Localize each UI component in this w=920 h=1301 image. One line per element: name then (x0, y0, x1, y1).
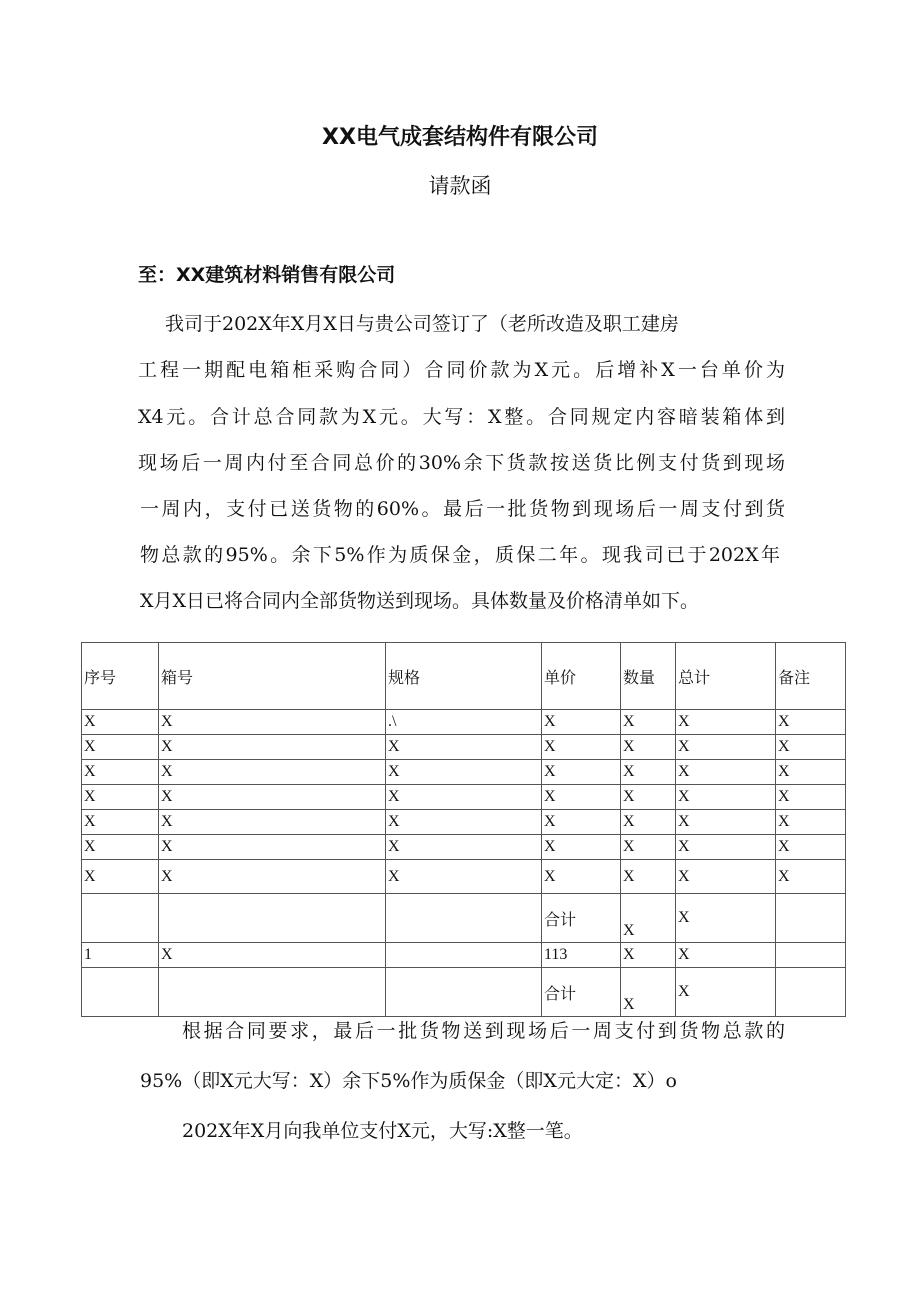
cell: X (82, 835, 159, 860)
cell: X (676, 735, 776, 760)
header-cell: 单价 (542, 643, 621, 710)
cell: X (542, 860, 621, 894)
cell (776, 943, 846, 968)
header-cell: 序号 (82, 643, 159, 710)
cell: X (159, 735, 386, 760)
cell: X (386, 785, 542, 810)
cell: X (676, 943, 776, 968)
cell (386, 968, 542, 1017)
cell: X (159, 760, 386, 785)
cell: X (159, 860, 386, 894)
cell: X (676, 810, 776, 835)
cell: X (159, 785, 386, 810)
cell: X (542, 760, 621, 785)
header-cell: 规格 (386, 643, 542, 710)
cell: X (621, 760, 676, 785)
cell: X (676, 860, 776, 894)
cell: X (159, 835, 386, 860)
cell (82, 968, 159, 1017)
cell: X (621, 894, 676, 943)
cell: X (82, 860, 159, 894)
cell: X (621, 860, 676, 894)
cell: X (776, 860, 846, 894)
footer-line: 202X年X月向我单位支付X元，大写:X整一笔。 (182, 1120, 583, 1142)
cell: X (159, 710, 386, 735)
cell: X (542, 835, 621, 860)
body-line: 我司于202X年X月X日与贵公司签订了（老所改造及职工建房 (165, 313, 679, 335)
cell: X (676, 785, 776, 810)
cell: X (676, 968, 776, 1017)
cell: X (776, 835, 846, 860)
total-row (82, 968, 846, 1017)
header-cell: 备注 (776, 643, 846, 710)
subtotal-label: 合计 (542, 894, 621, 943)
cell (386, 943, 542, 968)
cell: X (676, 710, 776, 735)
table-row (82, 735, 846, 760)
body-line: 现场后一周内付至合同总价的30%余下货款按送货比例支付货到现场 (138, 452, 785, 474)
body-line: X4元。合计总合同款为X元。大写：X整。合同规定内容暗装箱体到 (138, 406, 785, 428)
table-row (82, 835, 846, 860)
subtotal-row (82, 894, 846, 943)
cell: X (621, 735, 676, 760)
header-cell: 箱号 (159, 643, 386, 710)
cell: X (676, 894, 776, 943)
cell (159, 968, 386, 1017)
cell: 113 (542, 943, 621, 968)
header-cell: 总计 (676, 643, 776, 710)
cell: X (776, 810, 846, 835)
document-title: 请款函 (428, 174, 492, 198)
cell: X (676, 760, 776, 785)
cell (82, 894, 159, 943)
cell: X (159, 810, 386, 835)
cell: X (776, 760, 846, 785)
cell: X (542, 735, 621, 760)
cell: X (386, 810, 542, 835)
cell: X (621, 785, 676, 810)
cell (776, 894, 846, 943)
cell: X (386, 835, 542, 860)
cell: X (82, 710, 159, 735)
recipient-line: 至：XX建筑材料销售有限公司 (138, 264, 396, 286)
cell: X (621, 943, 676, 968)
cell: X (386, 735, 542, 760)
cell: X (621, 835, 676, 860)
body-line: X月X日已将合同内全部货物送到现场。具体数量及价格清单如下。 (140, 590, 700, 612)
cell: X (82, 735, 159, 760)
cell: X (542, 810, 621, 835)
header-cell: 数量 (621, 643, 676, 710)
table-row (82, 943, 846, 968)
cell: X (542, 710, 621, 735)
table-header-row (82, 643, 846, 710)
company-title: XX电气成套结构件有限公司 (322, 125, 598, 150)
footer-line: 95%（即X元大写：X）余下5%作为质保金（即X元大定：X）o (140, 1070, 677, 1092)
table-row (82, 710, 846, 735)
table-row (82, 860, 846, 894)
cell: X (159, 943, 386, 968)
total-label: 合计 (542, 968, 621, 1017)
cell: X (621, 968, 676, 1017)
cell (159, 894, 386, 943)
cell: X (386, 760, 542, 785)
cell: X (776, 785, 846, 810)
price-list-table (81, 642, 846, 1017)
table-row (82, 760, 846, 785)
cell: 1 (82, 943, 159, 968)
cell: X (386, 860, 542, 894)
cell: X (82, 810, 159, 835)
cell: X (82, 785, 159, 810)
body-line: 物总款的95%。余下5%作为质保金，质保二年。现我司已于202X年 (140, 544, 780, 566)
table-row (82, 785, 846, 810)
body-line: 一周内，支付已送货物的60%。最后一批货物到现场后一周支付到货 (140, 498, 785, 520)
cell (776, 968, 846, 1017)
cell: X (776, 710, 846, 735)
cell: X (82, 760, 159, 785)
cell: X (621, 710, 676, 735)
cell: .\ (386, 710, 542, 735)
cell: X (776, 735, 846, 760)
table-row (82, 810, 846, 835)
cell: X (676, 835, 776, 860)
body-line: 工程一期配电箱柜采购合同）合同价款为X元。后增补X一台单价为 (138, 359, 785, 381)
cell: X (542, 785, 621, 810)
cell: X (621, 810, 676, 835)
cell (386, 894, 542, 943)
footer-line: 根据合同要求，最后一批货物送到现场后一周支付到货物总款的 (182, 1020, 785, 1042)
